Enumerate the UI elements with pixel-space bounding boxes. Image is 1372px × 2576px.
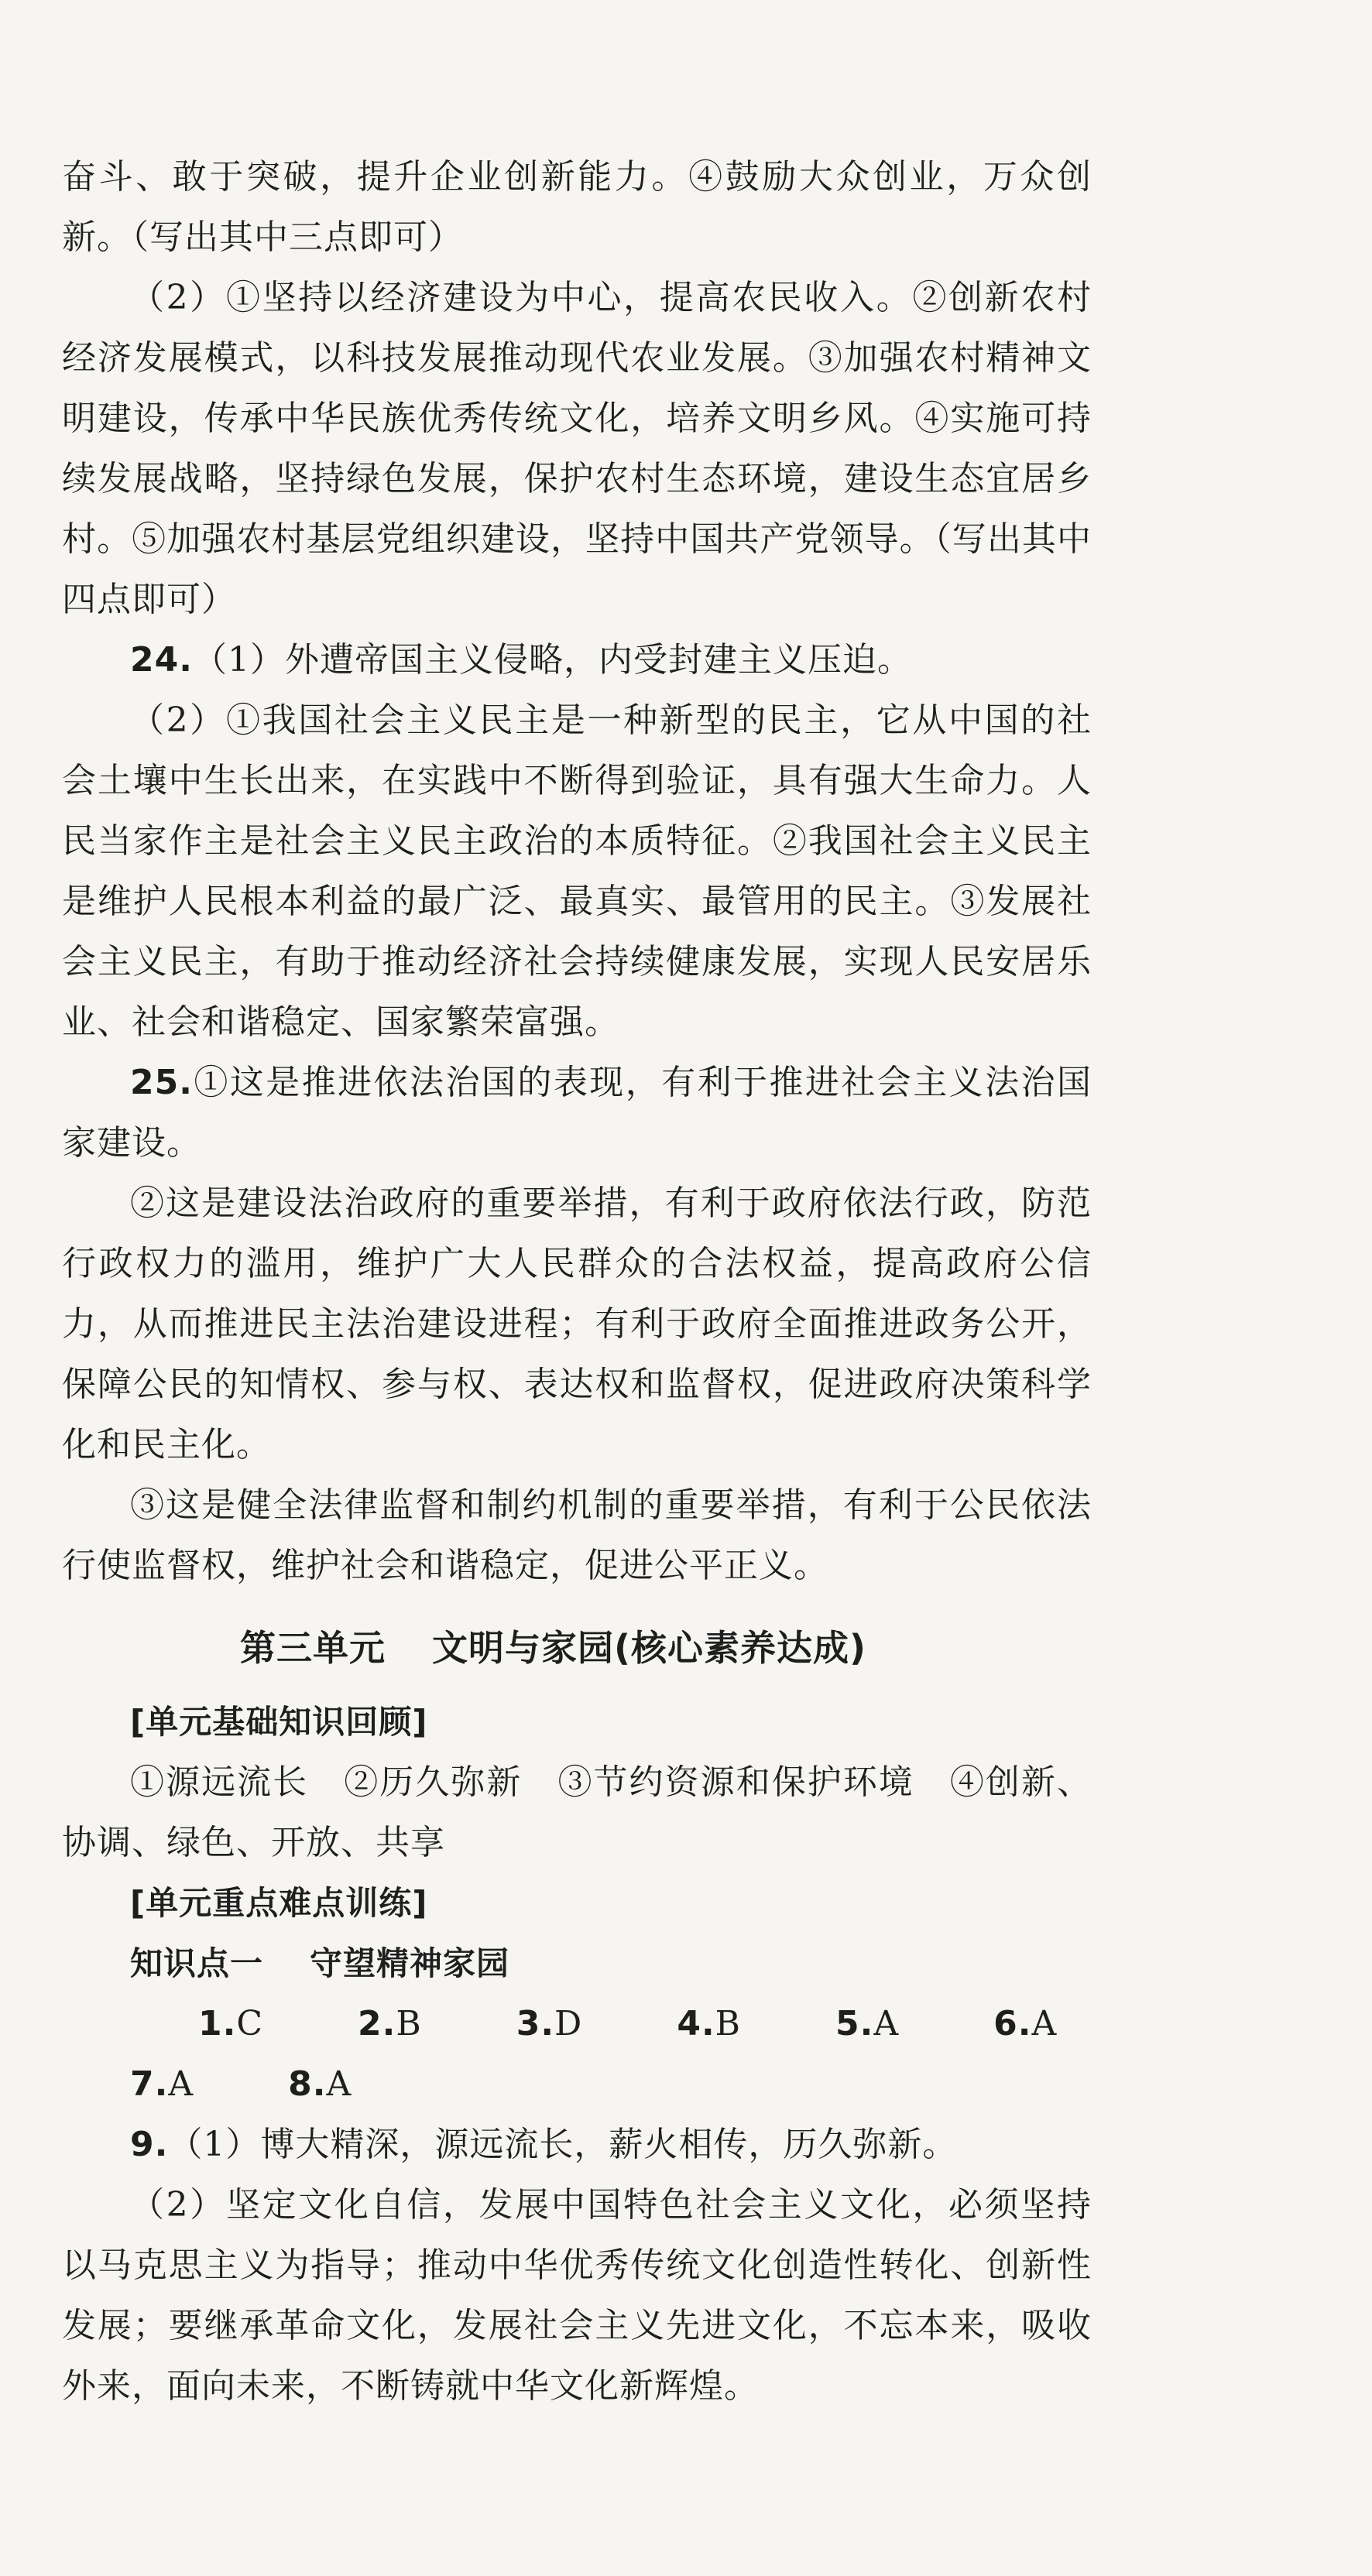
multiple-choice-answers bbox=[62, 1994, 1092, 2115]
answer-item: 6.A bbox=[993, 2004, 1058, 2043]
paragraph-q25-part2: ②这是建设法治政府的重要举措，有利于政府依法行政，防范行政权力的滥用，维护广大人民群众的合法权益，提高政府公信力，从而推进民主法治建设进程；有利于政府全面推进政务公开，保障公民的知情权、参与权、表达权和监督权，促进政府决策科学化和民主化。 bbox=[62, 1184, 1092, 1464]
answer-text: ①这是推进依法治国的表现，有利于推进社会主义法治国家建设。 bbox=[62, 1063, 1092, 1163]
paragraph-q25-part3: ③这是健全法律监督和制约机制的重要举措，有利于公民依法行使监督权，维护社会和谐稳定，促进公平正义。 bbox=[62, 1485, 1092, 1585]
review-answers: ①源远流长 ②历久弥新 ③节约资源和保护环境 ④创新、协调、绿色、开放、共享 bbox=[62, 1762, 1092, 1862]
question-number: 9. bbox=[130, 2125, 169, 2164]
question-number: 24. bbox=[130, 640, 193, 680]
unit-title bbox=[62, 1618, 1092, 1678]
unit-title-name: 文明与家园(核心素养达成) bbox=[432, 1627, 867, 1669]
paragraph-q25-part1 bbox=[62, 1053, 1092, 1173]
paragraph-q24-part2: （2）①我国社会主义民主是一种新型的民主，它从中国的社会土壤中生长出来，在实践中不断得到验证，具有强大生命力。人民当家作主是社会主义民主政治的本质特征。②我国社会主义民主是维护人民根本利益的最广泛、最真实、最管用的民主。③发展社会主义民主，有助于推动经济社会持续健康发展，实现人民安居乐业、社会和谐稳定、国家繁荣富强。 bbox=[62, 701, 1092, 1042]
answer-text-body bbox=[62, 147, 1092, 2417]
answer-item: 3.D bbox=[516, 2004, 583, 2043]
answer-item: 4.B bbox=[677, 2004, 742, 2043]
paragraph-continuation: 奋斗、敢于突破，提升企业创新能力。④鼓励大众创业，万众创新。（写出其中三点即可） bbox=[62, 157, 1092, 257]
paragraph-q9-part1 bbox=[62, 2115, 1092, 2175]
answer-text: （1）外遭帝国主义侵略，内受封建主义压迫。 bbox=[192, 640, 912, 680]
paragraph-q9-part2: （2）坚定文化自信，发展中国特色社会主义文化，必须坚持以马克思主义为指导；推动中华优秀传统文化创造性转化、创新性发展；要继承革命文化，发展社会主义先进文化，不忘本来，吸收外来，面向未来，不断铸就中华文化新辉煌。 bbox=[62, 2185, 1092, 2406]
knowledge-point-heading: 知识点一 守望精神家园 bbox=[130, 1944, 510, 1982]
answer-item: 8.A bbox=[288, 2064, 352, 2104]
training-heading: [单元重点难点训练] bbox=[130, 1884, 428, 1922]
paragraph-q24-part1 bbox=[62, 630, 1092, 690]
answer-item: 5.A bbox=[835, 2004, 900, 2043]
answer-item: 2.B bbox=[358, 2004, 422, 2043]
paragraph-q23-part2: （2）①坚持以经济建设为中心，提高农民收入。②创新农村经济发展模式，以科技发展推动现代农业发展。③加强农村精神文明建设，传承中华民族优秀传统文化，培养文明乡风。④实施可持续发展战略，坚持绿色发展，保护农村生态环境，建设生态宜居乡村。⑤加强农村基层党组织建设，坚持中国共产党领导。（写出其中四点即可） bbox=[62, 278, 1092, 619]
answer-item: 7.A bbox=[130, 2064, 194, 2104]
review-heading: [单元基础知识回顾] bbox=[130, 1703, 428, 1741]
unit-title-number: 第三单元 bbox=[240, 1627, 386, 1669]
answer-item: 1.C bbox=[198, 2004, 264, 2043]
question-number: 25. bbox=[130, 1063, 193, 1102]
answer-text: （1）博大精深，源远流长，薪火相传，历久弥新。 bbox=[168, 2125, 958, 2164]
